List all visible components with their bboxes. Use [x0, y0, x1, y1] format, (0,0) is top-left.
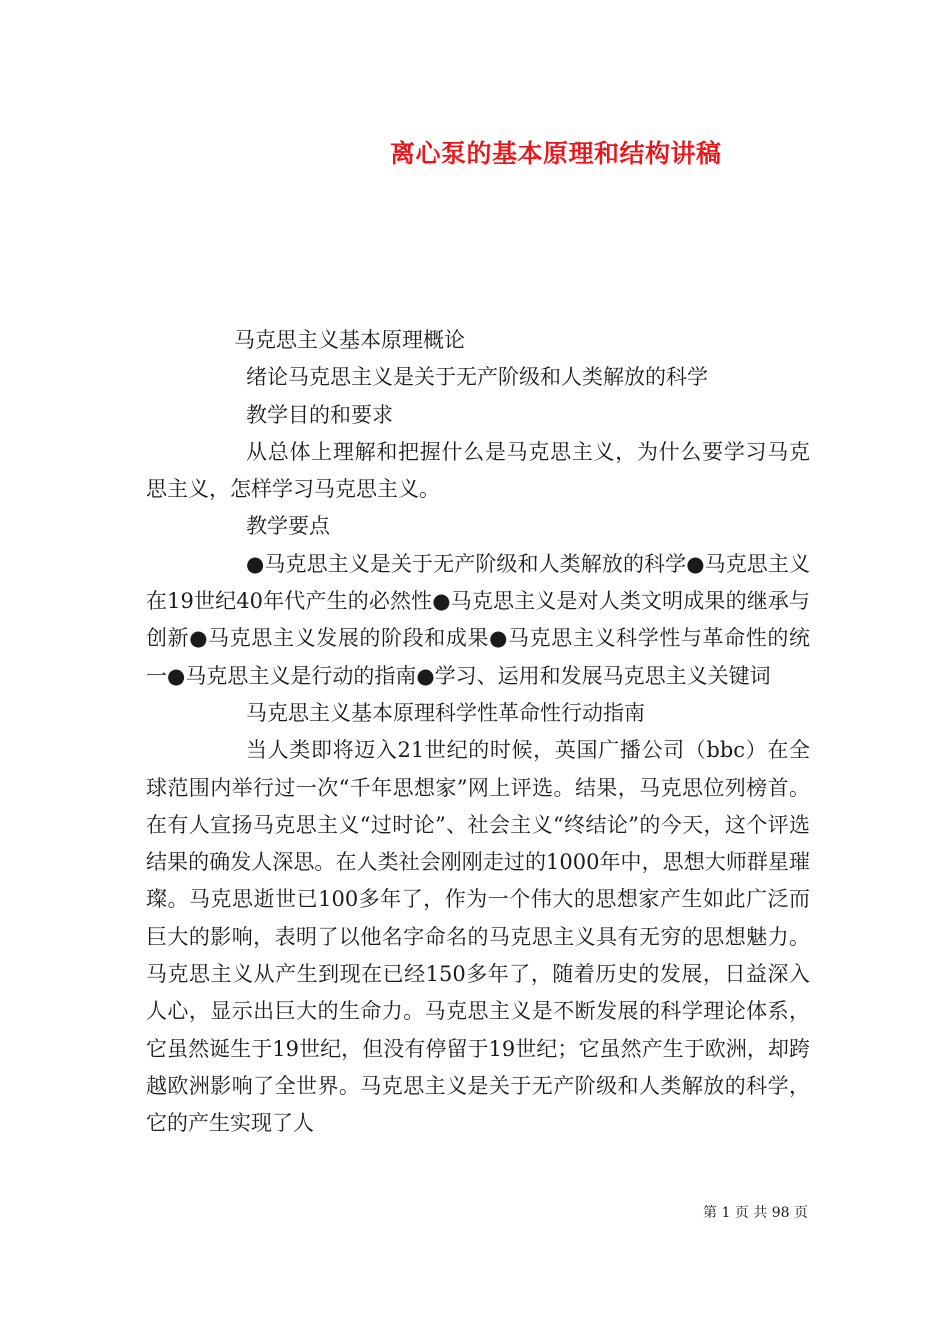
- chapter-heading-paragraph: 绪论马克思主义是关于无产阶级和人类解放的科学: [246, 365, 708, 390]
- document-title: 离心泵的基本原理和结构讲稿: [390, 139, 722, 168]
- section-heading-objectives: 教学目的和要求: [246, 402, 393, 427]
- body-paragraph: 当人类即将迈入21世纪的时候，英国广播公司（bbc）在全球范围内举行过一次“千年思想家”网上评选。结果，马克思位列榜首。在有人宣扬马克思主义“过时论”、社会主义“终结论”的今天，这个评选结果的确发人深思。在人类社会刚刚走过的1000年中，思想大师群星璀璨。马克思逝世已100多年了，作为一个伟大的思想家产生如此广泛而巨大的影响，表明了以他名字命名的马克思主义具有无穷的思想魅力。马克思主义从产生到现在已经150多年了，随着历史的发展，日益深入人心，显示出巨大的生命力。马克思主义是不断发展的科学理论体系，它虽然诞生于19世纪，但没有停留于19世纪；它虽然产生于欧洲，却跨越欧洲影响了全世界。马克思主义是关于无产阶级和人类解放的科学，它的产生实现了人: [146, 738, 810, 1136]
- key-points-paragraph: ●马克思主义是关于无产阶级和人类解放的科学●马克思主义在19世纪40年代产生的必然性●马克思主义是对人类文明成果的继承与创新●马克思主义发展的阶段和成果●马克思主义科学性与革命性的统一●马克思主义是行动的指南●学习、运用和发展马克思主义关键词: [146, 551, 810, 688]
- objectives-paragraph: 从总体上理解和把握什么是马克思主义，为什么要学习马克思主义，怎样学习马克思主义。: [146, 439, 810, 502]
- document-body: [146, 322, 810, 1143]
- section-heading-key-points: 教学要点: [246, 514, 330, 539]
- book-title-paragraph: 马克思主义基本原理概论: [234, 328, 465, 352]
- page-number-footer: 第 1 页 共 98 页: [703, 1205, 808, 1221]
- keywords-paragraph: 马克思主义基本原理科学性革命性行动指南: [246, 700, 645, 725]
